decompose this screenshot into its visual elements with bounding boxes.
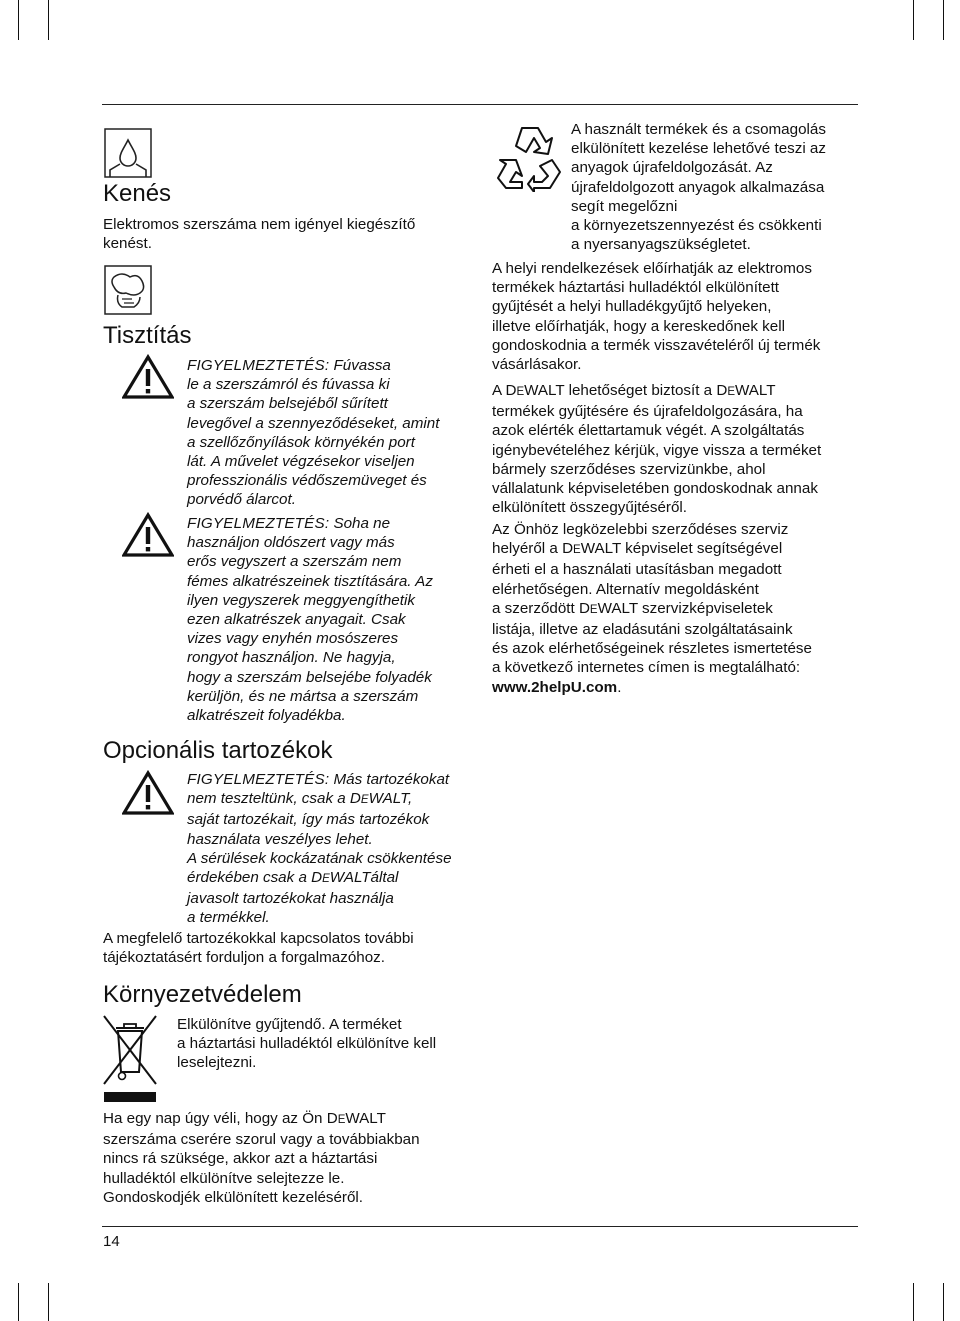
- separate-collection-text: [177, 1015, 487, 1073]
- lubrication-heading: Kenés: [103, 180, 172, 207]
- text-line: ilyen vegyszerek meggyengíthetik: [187, 591, 415, 609]
- text-line: és azok elérhetőségeinek részletes ismertetése: [492, 640, 812, 658]
- text-line: alkatrészeit folyadékba.: [187, 707, 346, 725]
- text-line: tájékoztatásért forduljon a forgalmazóhoz.: [103, 949, 385, 967]
- text-line: saját tartozékait, így más tartozékok: [187, 811, 430, 829]
- text-line: lát. A művelet végzésekor viseljen: [187, 453, 415, 471]
- text-line: professzionális védőszemüveget és: [187, 472, 427, 490]
- crop-mark: [943, 1283, 944, 1321]
- text-line: elkülönített összegyűjtéséről.: [492, 499, 688, 517]
- text-line: termékek gyűjtésére és újrafeldolgozására, ha: [492, 403, 803, 421]
- warning-triangle-icon: [122, 354, 174, 405]
- text-line: gyűjtését a helyi hulladékgyűjtő helyeken,: [492, 298, 772, 316]
- text-fragment: a szerződött D: [492, 599, 590, 617]
- service-paragraph: [492, 520, 872, 697]
- text-line: a következő internetes címen is megtalálható:: [492, 659, 801, 677]
- text-line: rongyot használjon. Ne hagyja,: [187, 649, 396, 667]
- crop-mark: [913, 1283, 914, 1321]
- text-fragment: WALT szervizképviseletek: [597, 599, 773, 617]
- text-line: a szerszám belsejéből sűrített: [187, 395, 388, 413]
- text-line: a háztartási hulladéktól elkülönítve kell: [177, 1035, 437, 1053]
- lubrication-text: [103, 215, 443, 253]
- accessories-heading: Opcionális tartozékok: [103, 737, 333, 764]
- text-line: A sérülések kockázatának csökkentése: [187, 849, 452, 867]
- text-line: újrafeldolgozott anyagok alkalmazása: [571, 178, 825, 196]
- text-fragment: WALT,: [368, 790, 413, 808]
- brand-small-cap: E: [727, 386, 735, 398]
- text-fragment: WALTáltal: [329, 869, 399, 887]
- text-line: Fúvassa: [333, 357, 391, 374]
- accessories-info: [103, 929, 483, 967]
- recycle-icon: [494, 120, 566, 197]
- disposal-paragraph: [103, 1109, 493, 1207]
- crop-mark: [943, 0, 944, 40]
- text-line: vásárlásakor.: [492, 356, 582, 374]
- text-line: leselejtezni.: [177, 1054, 257, 1072]
- text-line: a nyersanyagszükségletet.: [571, 236, 751, 254]
- text-line: gondoskodnia a termék visszavételéről új termék: [492, 336, 821, 354]
- crop-mark: [48, 0, 49, 40]
- text-line: Gondoskodjék elkülönített kezeléséről.: [103, 1188, 364, 1206]
- cleaning-heading: Tisztítás: [103, 322, 192, 349]
- text-line: szerszáma cserére szorul vagy a továbbiakban: [103, 1131, 420, 1149]
- text-line: le a szerszámról és fúvassa ki: [187, 376, 390, 394]
- warning-triangle-icon: [122, 512, 174, 563]
- oil-drop-icon: [104, 128, 152, 178]
- text-line: Az Önhöz legközelebbi szerződéses szerviz: [492, 521, 789, 538]
- warning-label: FIGYELMEZTETÉS:: [187, 771, 330, 788]
- text-line: a szellőzőnyílások környékén port: [187, 433, 415, 451]
- text-line: Más tartozékokat: [333, 771, 450, 788]
- text-fragment: nem teszteltünk, csak a D: [187, 790, 361, 808]
- text-line: A használt termékek és a csomagolás: [571, 121, 826, 138]
- text-line: használata veszélyes lehet.: [187, 830, 373, 848]
- text-line: ezen alkatrészek anyagait. Csak: [187, 611, 406, 629]
- text-line: Soha ne: [333, 515, 391, 532]
- text-line: igénybevételéhez kérjük, vigye vissza a terméket: [492, 441, 822, 459]
- crop-mark: [913, 0, 914, 40]
- brand-small-cap: E: [573, 544, 581, 557]
- text-fragment: A D: [492, 382, 517, 399]
- text-line: a termékkel.: [187, 909, 270, 927]
- text-fragment: WALT lehetőséget biztosít a D: [524, 382, 728, 399]
- brand-small-cap: E: [589, 603, 598, 616]
- header-rule: [102, 104, 858, 105]
- brand-small-cap: E: [516, 386, 525, 398]
- local-regulations-paragraph: [492, 259, 872, 374]
- text-line: segít megelőzni: [571, 197, 678, 215]
- page-number: 14: [103, 1233, 120, 1250]
- text-line: nincs rá szüksége, akkor azt a háztartási: [103, 1150, 378, 1168]
- text-fragment: helyéről a D: [492, 540, 574, 558]
- cleaning-cloth-icon: [104, 265, 152, 315]
- accessories-warning: [187, 770, 487, 928]
- text-line: azok elérték élettartamuk végét. A szolgáltatás: [492, 422, 805, 440]
- text-fragment: WALT képviselet segítségével: [580, 540, 783, 558]
- text-line: A helyi rendelkezések előírhatják az elektromos: [492, 260, 812, 277]
- text-line: anyagok újrafeldolgozását. Az: [571, 159, 773, 177]
- text-line: elérhetőségen. Alternatív megoldásként: [492, 580, 759, 598]
- text-fragment: WALT: [345, 1110, 386, 1127]
- crossed-bin-icon: [102, 1014, 158, 1109]
- text-line: bármely szerződéses szervizünkbe, ahol: [492, 460, 766, 478]
- text-line: levegővel a szennyeződéseket, amint: [187, 414, 440, 432]
- brand-small-cap: E: [360, 794, 369, 807]
- text-line: elkülönített kezelése lehetővé teszi az: [571, 140, 826, 158]
- text-line: vállalatunk képviseletében gondoskodnak annak: [492, 480, 818, 498]
- text-line: kenést.: [103, 235, 152, 253]
- text-line: vizes vagy enyhén mosószeres: [187, 630, 399, 648]
- crop-mark: [18, 1283, 19, 1321]
- text-line: fémes alkatrészeinek tisztítására. Az: [187, 572, 433, 590]
- text-line: erős vegyszert a szerszám nem: [187, 553, 402, 571]
- text-line: kerüljön, és ne mártsa a szerszám: [187, 687, 419, 705]
- warning-label: FIGYELMEZTETÉS:: [187, 515, 330, 532]
- brand-small-cap: E: [337, 1114, 346, 1126]
- text-line: Elkülönítve gyűjtendő. A terméket: [177, 1016, 402, 1033]
- text-fragment: WALT: [735, 382, 776, 399]
- footer-rule: [102, 1226, 858, 1227]
- text-line: javasolt tartozékokat használja: [187, 890, 394, 908]
- text-line: használjon oldószert vagy más: [187, 534, 395, 552]
- cleaning-warning-1: [187, 356, 487, 510]
- text-line: érheti el a használati utasításban megadott: [492, 561, 782, 579]
- website-link[interactable]: www.2helpU.com: [492, 678, 618, 696]
- text-fragment: érdekében csak a D: [187, 869, 323, 887]
- warning-label: FIGYELMEZTETÉS:: [187, 357, 330, 374]
- crop-mark: [48, 1283, 49, 1321]
- text-line: porvédő álarcot.: [187, 491, 296, 509]
- cleaning-warning-2: [187, 514, 487, 725]
- text-line: hogy a szerszám belsejébe folyadék: [187, 668, 432, 686]
- text-fragment: .: [617, 678, 622, 696]
- text-line: termékek háztartási hulladéktól elkülönített: [492, 279, 780, 297]
- dewalt-collection-paragraph: [492, 381, 872, 517]
- warning-triangle-icon: [122, 770, 174, 821]
- text-fragment: Ha egy nap úgy véli, hogy az Ön D: [103, 1110, 338, 1127]
- crop-mark: [18, 0, 19, 40]
- text-line: a környezetszennyezést és csökkenti: [571, 217, 822, 235]
- text-line: A megfelelő tartozékokkal kapcsolatos további: [103, 930, 414, 947]
- text-line: hulladéktól elkülönítve selejtezze le.: [103, 1169, 345, 1187]
- brand-small-cap: E: [322, 873, 330, 886]
- text-line: Elektromos szerszáma nem igényel kiegészítő: [103, 216, 416, 233]
- recycling-intro: [571, 120, 871, 254]
- text-line: illetve előírhatják, hogy a kereskedőnek kell: [492, 317, 785, 335]
- text-line: listája, illetve az eladásutáni szolgáltatásaink: [492, 621, 793, 639]
- environment-heading: Környezetvédelem: [103, 981, 302, 1008]
